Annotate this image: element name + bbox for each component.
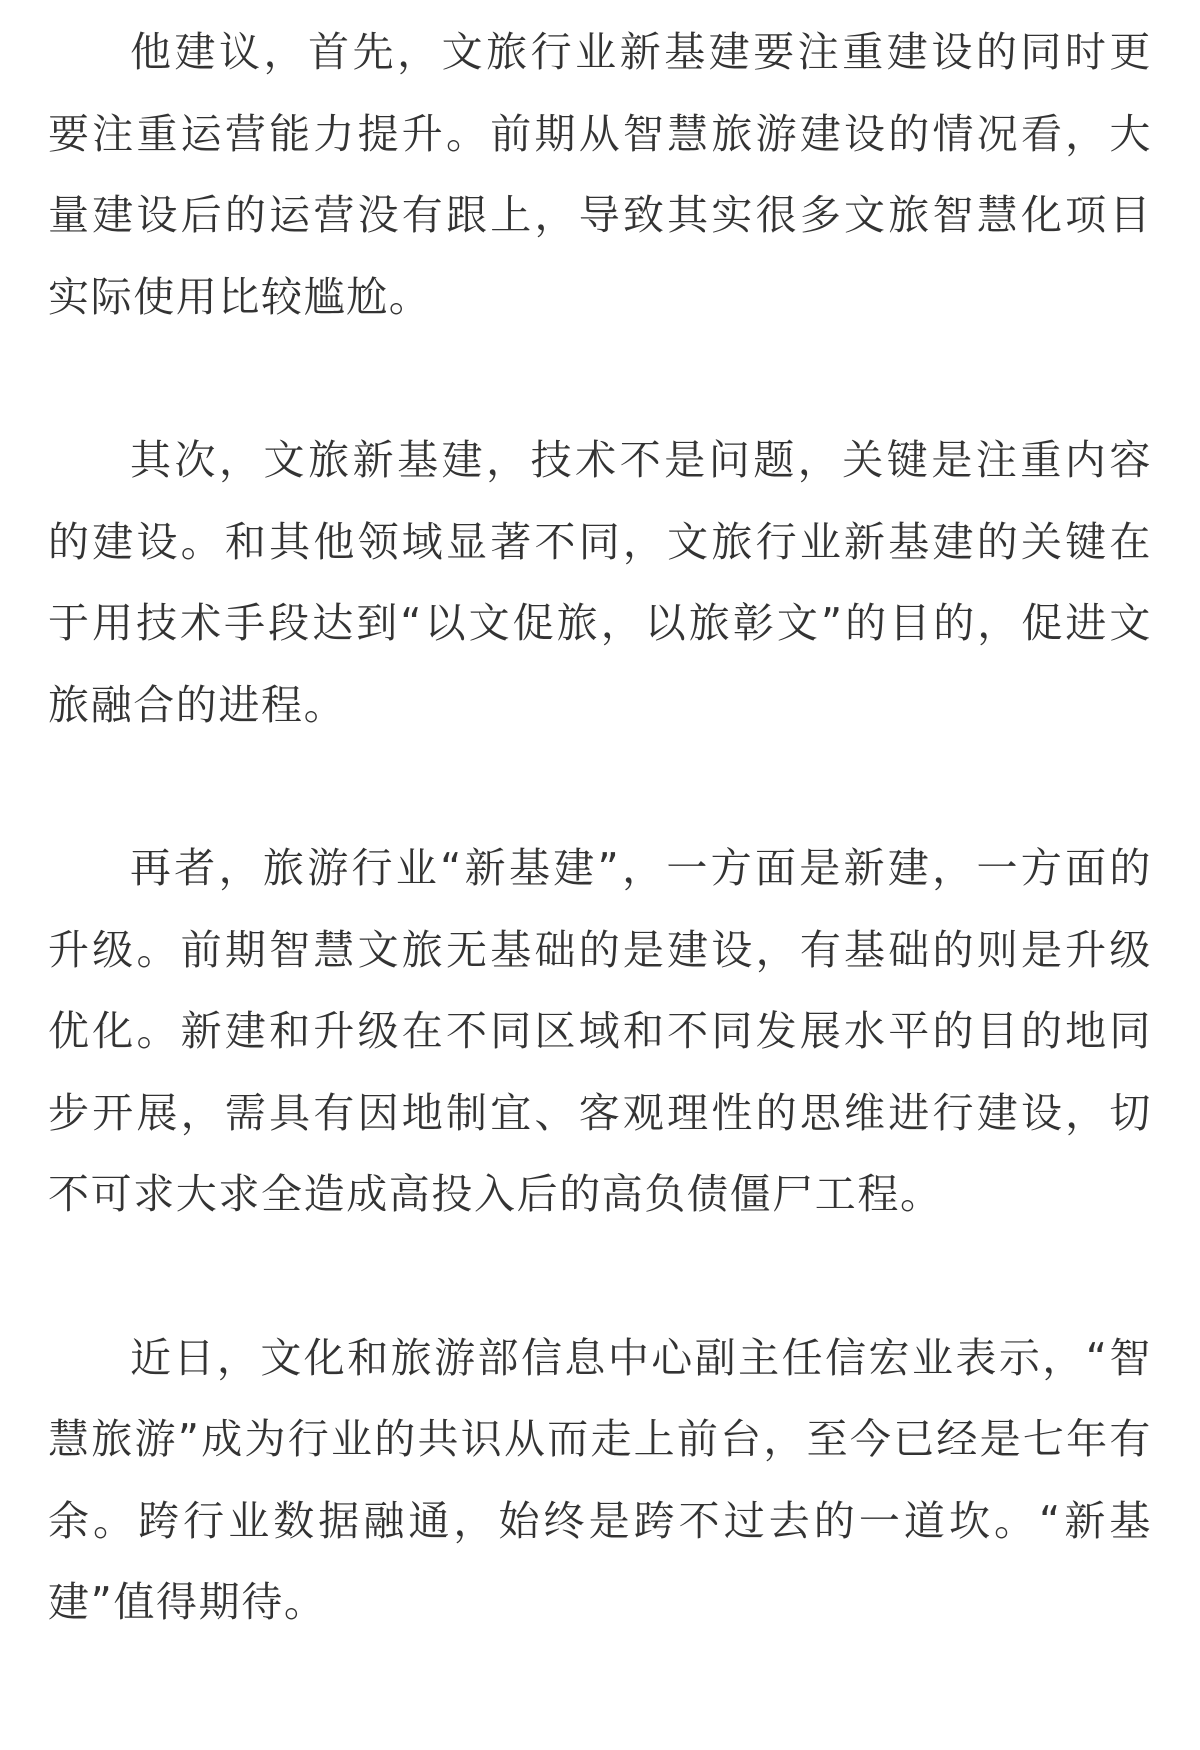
paragraph-3: 再者，旅游行业“新基建”，一方面是新建，一方面的升级。前期智慧文旅无基础的是建设，有基础的则是升级优化。新建和升级在不同区域和不同发展水平的目的地同步开展，需具有因地制宜、客观理性的思维进行建设，切不可求大求全造成高投入后的高负债僵尸工程。 [48, 844, 1152, 1218]
paragraph-4: 近日，文化和旅游部信息中心副主任信宏业表示，“智慧旅游”成为行业的共识从而走上前台，至今已经是七年有余。跨行业数据融通，始终是跨不过去的一道坎。“新基建”值得期待。 [48, 1333, 1152, 1626]
paragraph-1: 他建议，首先，文旅行业新基建要注重建设的同时更要注重运营能力提升。前期从智慧旅游建设的情况看，大量建设后的运营没有跟上，导致其实很多文旅智慧化项目实际使用比较尴尬。 [48, 28, 1152, 321]
paragraph-2: 其次，文旅新基建，技术不是问题，关键是注重内容的建设。和其他领域显著不同，文旅行业新基建的关键在于用技术手段达到“以文促旅，以旅彰文”的目的，促进文旅融合的进程。 [48, 436, 1152, 729]
